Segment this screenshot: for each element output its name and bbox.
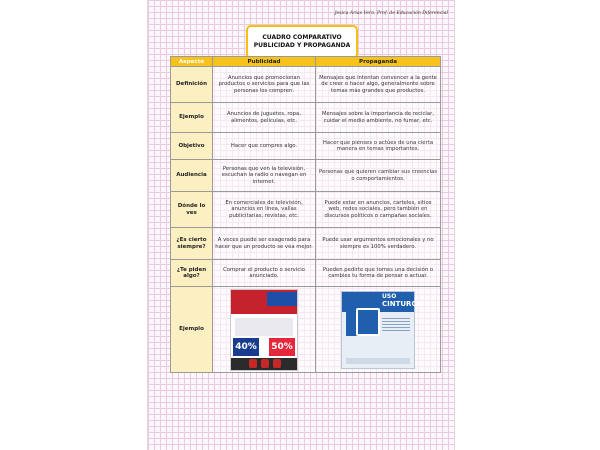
table-row xyxy=(171,133,441,160)
row-aspect: Ejemplo xyxy=(171,103,213,133)
speaker-icon xyxy=(249,359,257,368)
cell-publicidad: A veces puede ser exagerado para hacer que un producto se vea mejor. xyxy=(213,228,316,260)
header-propaganda: Propaganda xyxy=(316,57,441,67)
poster-footer xyxy=(346,358,410,364)
cell-propaganda: Mensajes sobre la importancia de reciclar, cuidar el medio ambiente, no fumar, etc. xyxy=(316,103,441,133)
cell-publicidad-image xyxy=(213,287,316,373)
flyer-logo xyxy=(267,292,297,306)
poster-title-line-2: CINTURÓN xyxy=(382,299,424,308)
cell-propaganda-image xyxy=(316,287,441,373)
poster-title-line-1: USO xyxy=(382,292,397,300)
comparison-table xyxy=(170,56,441,373)
worksheet-title xyxy=(246,25,358,59)
seatbelt-icon xyxy=(346,296,378,336)
cell-publicidad: Personas que ven la televisión, escuchan la radio o navegan en internet. xyxy=(213,160,316,192)
title-line-2: PUBLICIDAD Y PROPAGANDA xyxy=(253,42,351,49)
cell-publicidad: Anuncios que promocionan productos o servicios para que las personas los compren. xyxy=(213,67,316,103)
table-row xyxy=(171,192,441,228)
cell-propaganda: Puede estar en anuncios, carteles, sitios web, redes sociales, pero también en discursos políticos o campañas sociales. xyxy=(316,192,441,228)
table-header-row xyxy=(171,57,441,67)
cell-propaganda: Mensajes que intentan convencer a la gente de creer o hacer algo, generalmente sobre temas más grandes que productos. xyxy=(316,67,441,103)
flyer-products xyxy=(235,318,293,336)
cell-publicidad: Hacer que compres algo. xyxy=(213,133,316,160)
row-aspect: Audiencia xyxy=(171,160,213,192)
header-aspect: Aspecto xyxy=(171,57,213,67)
header-publicidad: Publicidad xyxy=(213,57,316,67)
row-aspect: ¿Es cierto siempre? xyxy=(171,228,213,260)
row-aspect: Dónde lo ves xyxy=(171,192,213,228)
cell-publicidad: Comprar el producto o servicio anunciado. xyxy=(213,260,316,287)
table-row-example-images xyxy=(171,287,441,373)
author-credit: Jesica Arias Vera, Prof. de Educación Diferencial xyxy=(334,11,448,16)
speaker-icon xyxy=(273,359,281,368)
advertisement-flyer-image xyxy=(230,289,298,371)
row-aspect: ¿Te piden algo? xyxy=(171,260,213,287)
speaker-icon xyxy=(261,359,269,368)
cell-propaganda: Puede usar argumentos emocionales y no siempre es 100% verdadero. xyxy=(316,228,441,260)
table-row xyxy=(171,260,441,287)
cell-propaganda: Hacer que pienses o actúes de una cierta manera en temas importantes. xyxy=(316,133,441,160)
poster-body-text xyxy=(382,318,410,332)
flyer-discount-2: 50% xyxy=(269,338,295,356)
flyer-discount-1: 40% xyxy=(233,338,259,356)
table-row xyxy=(171,67,441,103)
cell-propaganda: Personas que quieren cambiar sus creencias o comportamientos. xyxy=(316,160,441,192)
cell-publicidad: En comerciales de televisión, anuncios en línea, vallas publicitarias, revistas, etc. xyxy=(213,192,316,228)
title-line-1: CUADRO COMPARATIVO xyxy=(262,34,342,41)
table-row xyxy=(171,103,441,133)
seatbelt-poster-image xyxy=(341,291,424,369)
row-aspect: Objetivo xyxy=(171,133,213,160)
table-row xyxy=(171,228,441,260)
row-aspect: Definición xyxy=(171,67,213,103)
table-row xyxy=(171,160,441,192)
cell-publicidad: Anuncios de juguetes, ropa, alimentos, películas, etc. xyxy=(213,103,316,133)
row-aspect: Ejemplo xyxy=(171,287,213,373)
cell-propaganda: Pueden pedirte que tomes una decisión o cambies tu forma de pensar o actuar. xyxy=(316,260,441,287)
